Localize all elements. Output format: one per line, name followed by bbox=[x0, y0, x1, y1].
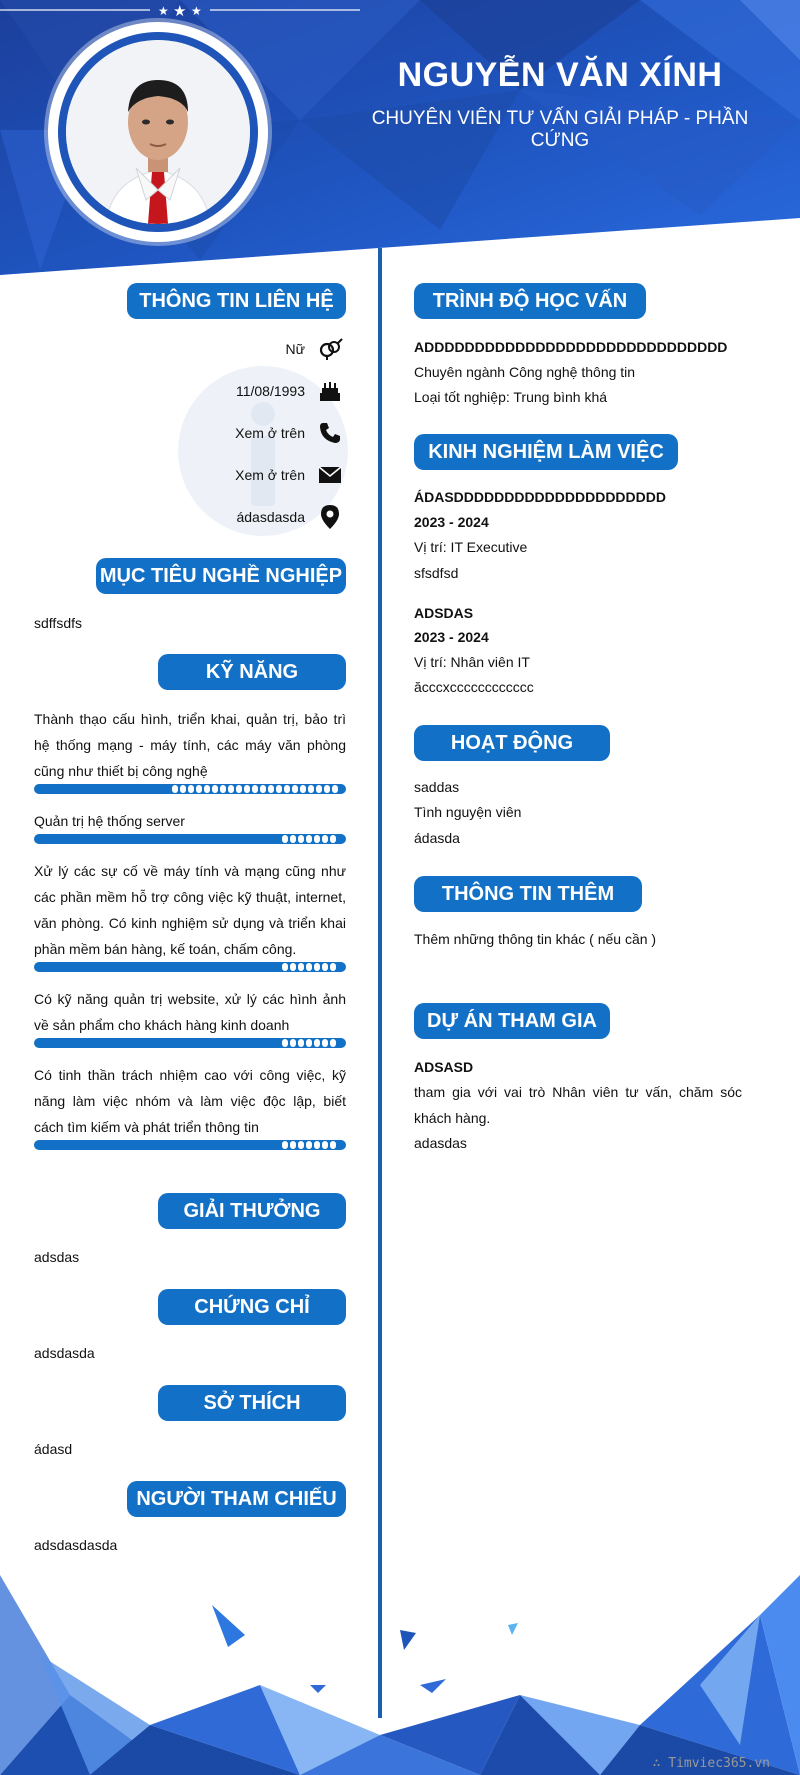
project-description: tham gia với vai trò Nhân viên tư vấn, chăm sóc khách hàng. bbox=[414, 1084, 742, 1126]
gender-value: Nữ bbox=[285, 341, 305, 357]
skill-level-dot bbox=[300, 785, 306, 793]
skill-level-dot bbox=[306, 963, 312, 971]
skill-level-dot bbox=[316, 785, 322, 793]
references-text: adsdasdasda bbox=[34, 1537, 118, 1553]
gender-icon bbox=[315, 334, 345, 364]
skill-level-dot bbox=[322, 835, 328, 843]
skill-level-dot bbox=[324, 785, 330, 793]
skill-level-dot bbox=[260, 785, 266, 793]
skill-level-dot bbox=[314, 835, 320, 843]
skill-level-dot bbox=[292, 785, 298, 793]
skill-level-dot bbox=[282, 963, 288, 971]
skill-2-bar bbox=[34, 834, 346, 844]
svg-text:★: ★ bbox=[191, 4, 202, 18]
skill-level-dot bbox=[196, 785, 202, 793]
avatar bbox=[66, 40, 250, 224]
skill-level-dot bbox=[314, 963, 320, 971]
extra-heading: THÔNG TIN THÊM bbox=[414, 876, 642, 912]
contact-phone bbox=[235, 418, 345, 448]
skill-level-dot bbox=[276, 785, 282, 793]
skill-level-dot bbox=[290, 1141, 296, 1149]
skills-heading: KỸ NĂNG bbox=[158, 654, 346, 690]
email-value: Xem ở trên bbox=[235, 467, 305, 483]
contact-birthday bbox=[236, 376, 345, 406]
hobbies-text: ádasd bbox=[34, 1441, 73, 1457]
avatar-frame bbox=[48, 22, 268, 242]
contact-gender bbox=[286, 334, 345, 364]
contact-email bbox=[235, 460, 345, 490]
hobbies-heading: SỞ THÍCH bbox=[158, 1385, 346, 1421]
contact-address bbox=[236, 502, 345, 532]
skill-level-dot bbox=[282, 835, 288, 843]
skill-level-dot bbox=[330, 1039, 336, 1047]
references-heading: NGƯỜI THAM CHIẾU bbox=[127, 1481, 346, 1517]
skill-level-dot bbox=[284, 785, 290, 793]
skill-level-dot bbox=[298, 1039, 304, 1047]
skill-4-text: Có kỹ năng quản trị website, xử lý các hình ảnh về sản phẩm cho khách hàng kinh doanh bbox=[34, 991, 346, 1033]
skill-5-bar bbox=[34, 1140, 346, 1150]
location-pin-icon bbox=[315, 502, 345, 532]
activity-1: saddas bbox=[414, 779, 460, 795]
skill-level-dot bbox=[204, 785, 210, 793]
skill-level-dot bbox=[282, 1141, 288, 1149]
skill-level-dot bbox=[298, 835, 304, 843]
header-banner bbox=[0, 0, 800, 280]
skill-level-dot bbox=[252, 785, 258, 793]
extra-text: Thêm những thông tin khác ( nếu cần ) bbox=[414, 931, 657, 947]
objective-text: sdffsdfs bbox=[34, 615, 82, 631]
skill-level-dot bbox=[314, 1039, 320, 1047]
skill-level-dot bbox=[282, 1039, 288, 1047]
column-divider bbox=[378, 248, 382, 1718]
skill-level-dot bbox=[236, 785, 242, 793]
skill-level-dot bbox=[180, 785, 186, 793]
skill-1-bar bbox=[34, 784, 346, 794]
address-value: ádasdasda bbox=[236, 509, 305, 525]
skill-level-dot bbox=[330, 963, 336, 971]
skill-1-text: Thành thạo cấu hình, triển khai, quản trị, bảo trì hệ thống mạng - máy tính, các máy văn phòng cũng như thiết bị công nghệ bbox=[34, 711, 346, 779]
skill-level-dot bbox=[172, 785, 178, 793]
skill-3-bar bbox=[34, 962, 346, 972]
skill-5-text: Có tinh thần trách nhiệm cao với công việc, kỹ năng làm việc nhóm và làm việc độc lập, biết cách tìm kiếm và phát triển thông tin bbox=[34, 1067, 346, 1135]
portrait-illustration bbox=[66, 40, 250, 224]
skill-2-text: Quản trị hệ thống server bbox=[34, 813, 185, 829]
projects-heading: DỰ ÁN THAM GIA bbox=[414, 1003, 610, 1039]
birthday-cake-icon bbox=[315, 376, 345, 406]
skill-level-dot bbox=[308, 785, 314, 793]
job-1-company: ÁDASDDDDDDDDDDDDDDDDDDDDD bbox=[414, 489, 666, 505]
project-note: adasdas bbox=[414, 1135, 467, 1151]
experience-heading: KINH NGHIỆM LÀM VIỆC bbox=[414, 434, 678, 470]
job-1-description: sfsdfsd bbox=[414, 565, 459, 581]
skill-level-dot bbox=[322, 963, 328, 971]
contact-heading: THÔNG TIN LIÊN HỆ bbox=[127, 283, 346, 319]
skill-4-bar bbox=[34, 1038, 346, 1048]
skill-level-dot bbox=[220, 785, 226, 793]
job-1-period: 2023 - 2024 bbox=[414, 514, 489, 530]
skill-level-dot bbox=[298, 963, 304, 971]
awards-heading: GIẢI THƯỞNG bbox=[158, 1193, 346, 1229]
footer-decoration bbox=[0, 1575, 800, 1775]
skill-level-dot bbox=[290, 835, 296, 843]
activity-2: Tình nguyện viên bbox=[414, 804, 522, 820]
education-school: ADDDDDDDDDDDDDDDDDDDDDDDDDDDDDD bbox=[414, 339, 728, 355]
skill-level-dot bbox=[330, 835, 336, 843]
objective-heading: MỤC TIÊU NGHỀ NGHIỆP bbox=[96, 558, 346, 594]
skill-level-dot bbox=[290, 1039, 296, 1047]
skill-level-dot bbox=[330, 1141, 336, 1149]
certificates-text: adsdasda bbox=[34, 1345, 95, 1361]
skill-level-dot bbox=[322, 1039, 328, 1047]
skill-level-dot bbox=[322, 1141, 328, 1149]
certificates-heading: CHỨNG CHỈ bbox=[158, 1289, 346, 1325]
envelope-icon bbox=[315, 460, 345, 490]
job-2-period: 2023 - 2024 bbox=[414, 629, 489, 645]
skill-level-dot bbox=[306, 1141, 312, 1149]
skill-level-dot bbox=[306, 835, 312, 843]
activities-heading: HOẠT ĐỘNG bbox=[414, 725, 610, 761]
skill-level-dot bbox=[290, 963, 296, 971]
title-ornament bbox=[0, 0, 360, 20]
skill-level-dot bbox=[268, 785, 274, 793]
svg-text:★: ★ bbox=[158, 4, 169, 18]
skill-level-dot bbox=[332, 785, 338, 793]
skill-level-dot bbox=[228, 785, 234, 793]
job-1-position: Vị trí: IT Executive bbox=[414, 539, 528, 555]
skill-level-dot bbox=[298, 1141, 304, 1149]
education-heading: TRÌNH ĐỘ HỌC VẤN bbox=[414, 283, 646, 319]
skill-level-dot bbox=[314, 1141, 320, 1149]
svg-text:★: ★ bbox=[173, 2, 187, 20]
education-major: Chuyên ngành Công nghệ thông tin bbox=[414, 364, 636, 380]
candidate-job-title: CHUYÊN VIÊN TƯ VẤN GIẢI PHÁP - PHẦN CỨNG bbox=[371, 108, 749, 151]
skill-level-dot bbox=[188, 785, 194, 793]
watermark-text: ∴ Timviec365.vn bbox=[652, 1756, 770, 1771]
skill-3-text: Xử lý các sự cố về máy tính và mạng cũng như các phần mềm hỗ trợ công việc kỹ thuật, internet, văn phòng. Có kinh nghiệm sử dụng và triển khai phần mềm bán hàng, kế toán, chấm công. bbox=[34, 863, 346, 957]
phone-value: Xem ở trên bbox=[235, 425, 305, 441]
birthday-value: 11/08/1993 bbox=[235, 383, 305, 399]
skill-level-dot bbox=[212, 785, 218, 793]
education-grade: Loại tốt nghiệp: Trung bình khá bbox=[414, 389, 608, 405]
job-2-company: ADSDAS bbox=[414, 605, 474, 621]
skill-level-dot bbox=[244, 785, 250, 793]
skill-level-dot bbox=[306, 1039, 312, 1047]
awards-text: adsdas bbox=[34, 1249, 80, 1265]
job-2-description: ăcccxcccccccccccc bbox=[414, 679, 534, 695]
candidate-name: NGUYỄN VĂN XÍNH bbox=[397, 56, 723, 94]
activity-3: ádasda bbox=[414, 830, 460, 846]
project-name: ADSASD bbox=[414, 1059, 474, 1075]
job-2-position: Vị trí: Nhân viên IT bbox=[414, 654, 530, 670]
phone-icon bbox=[315, 418, 345, 448]
